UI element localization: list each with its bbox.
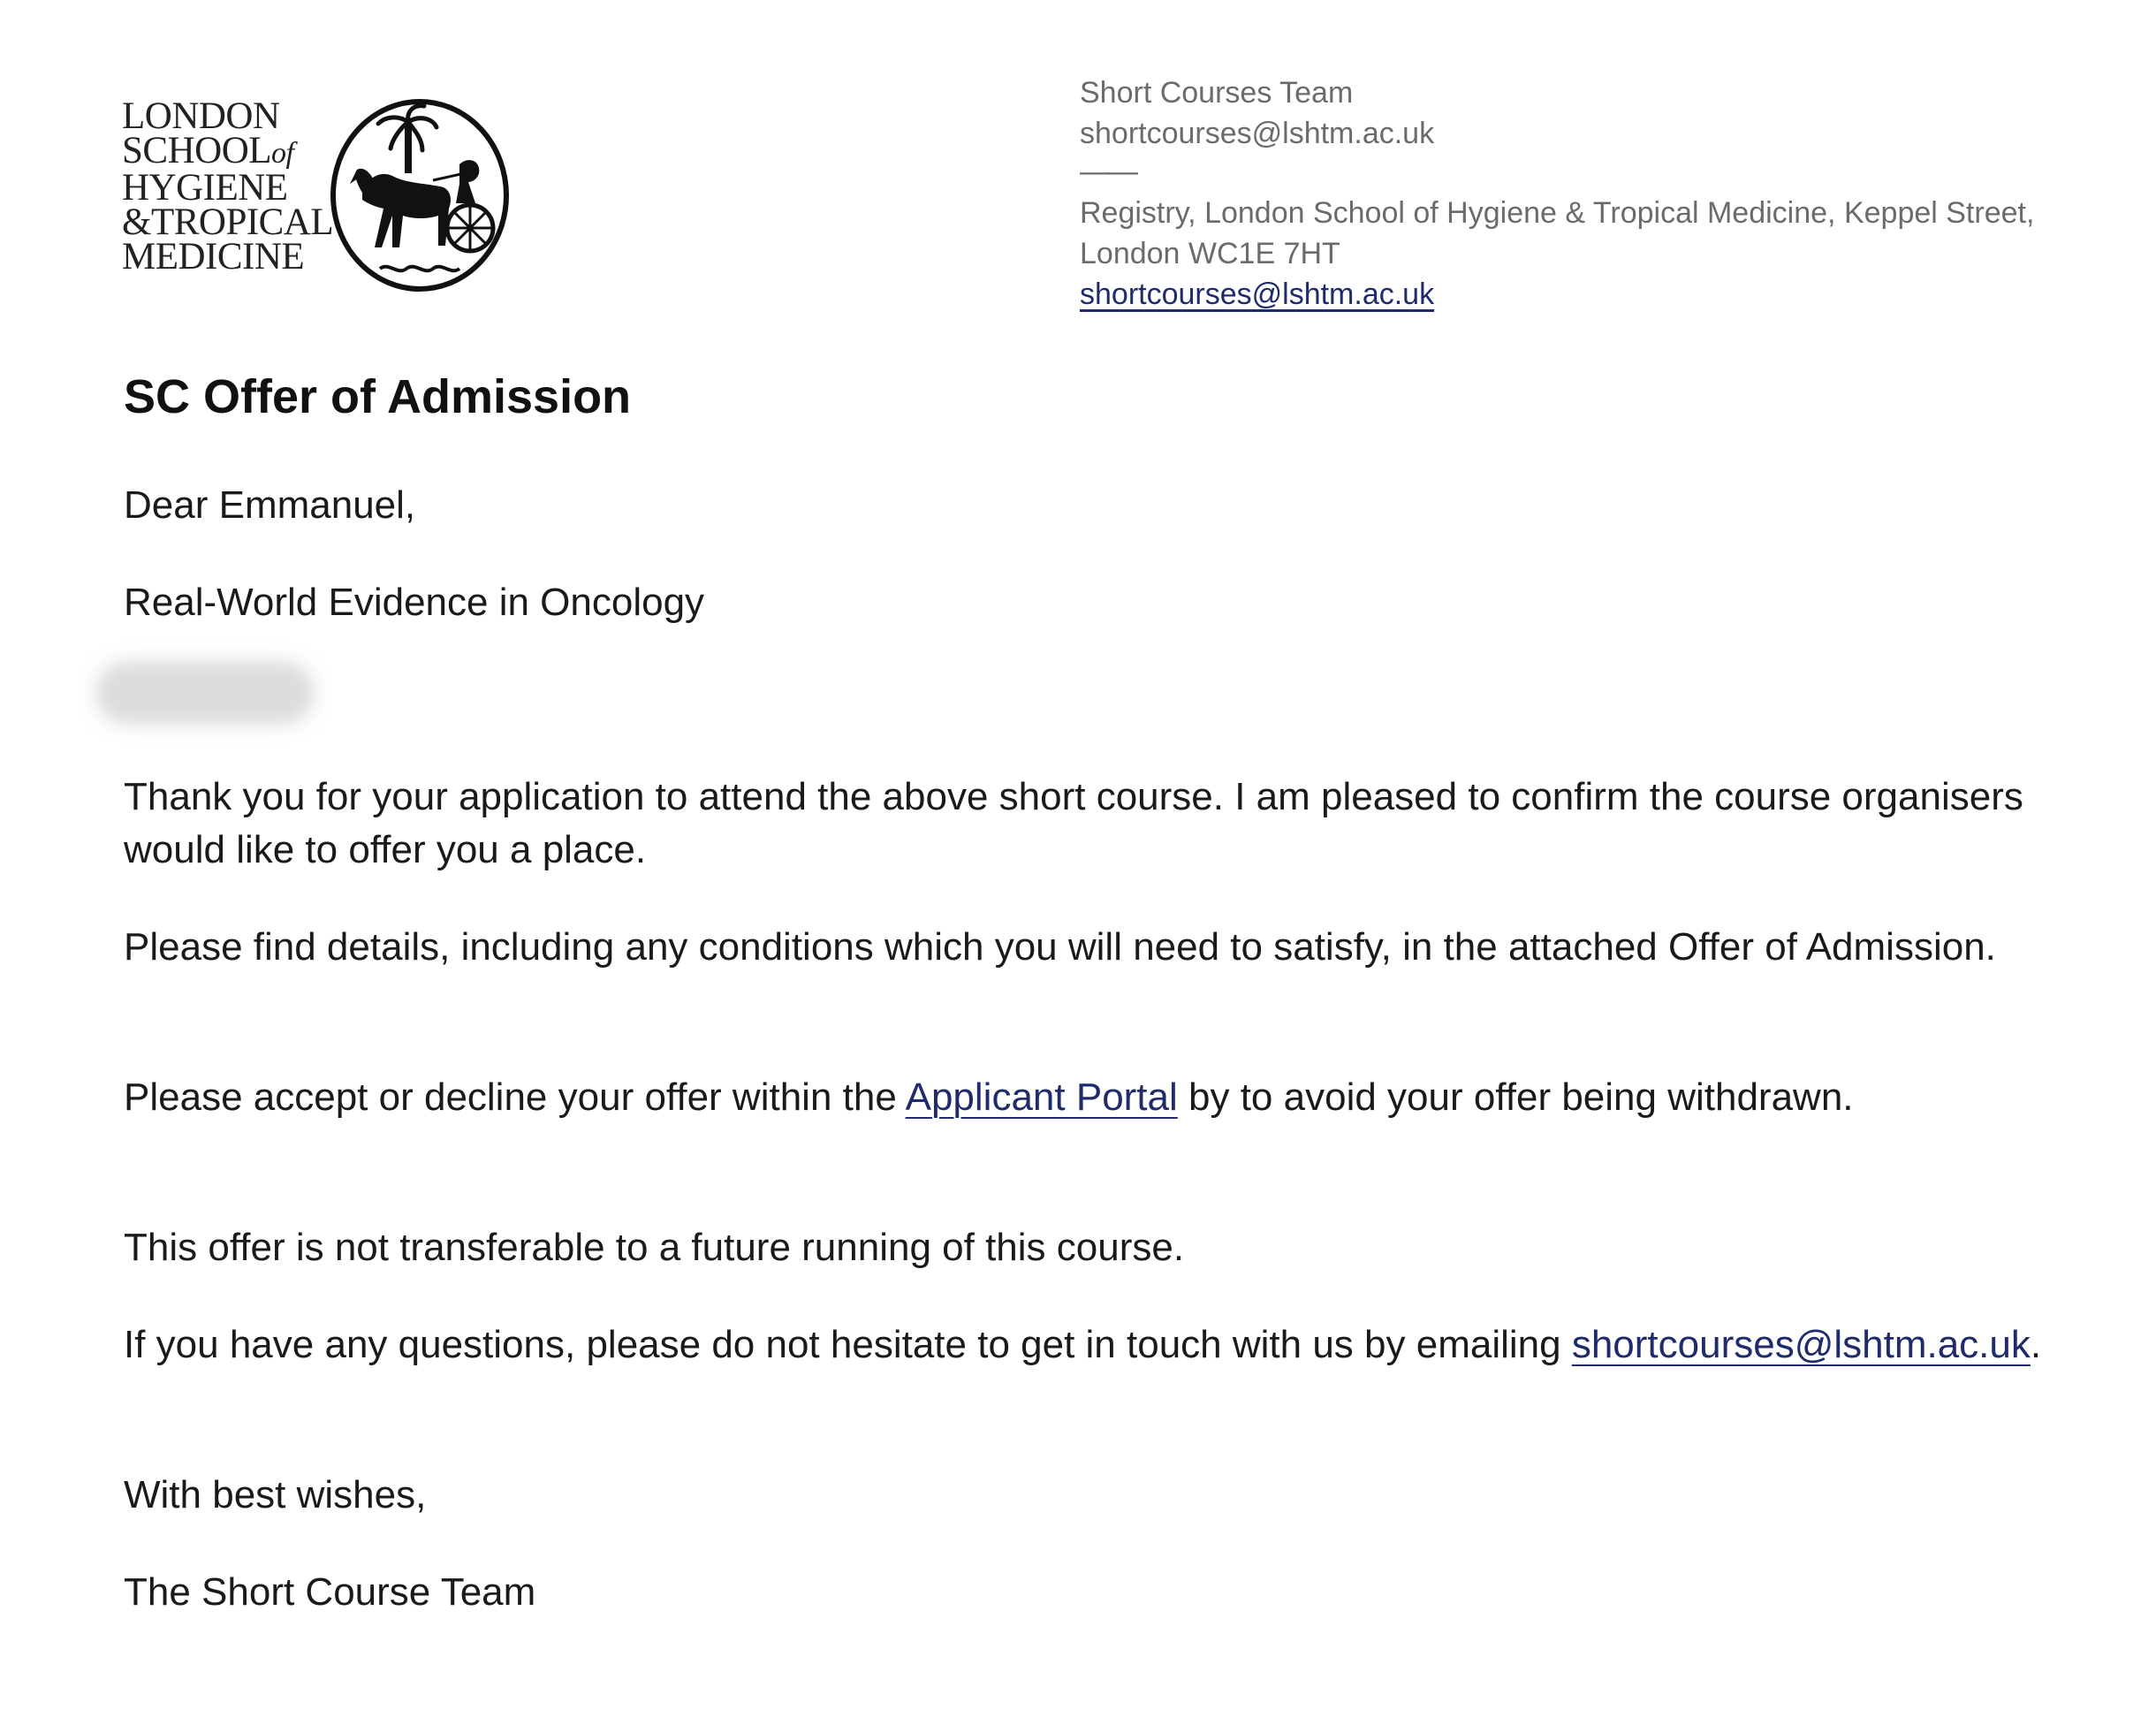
- contact-email-link[interactable]: shortcourses@lshtm.ac.uk: [1571, 1323, 2031, 1366]
- paragraph-questions: [124, 1318, 2068, 1372]
- paragraph-not-transferable: This offer is not transferable to a future running of this course.: [124, 1226, 1185, 1269]
- course-name: Real-World Evidence in Oncology: [124, 581, 705, 624]
- signature: The Short Course Team: [124, 1570, 536, 1614]
- sender-divider: ——: [1080, 155, 1136, 188]
- paragraph-questions-text: If you have any questions, please do not hesitate to get in touch with us by emailing: [124, 1323, 1572, 1366]
- paragraph-accept-decline: [124, 1071, 2068, 1124]
- logo-line-tropical: &TROPICAL: [122, 201, 334, 243]
- paragraph-accept-text-before: Please accept or decline your offer within the: [124, 1075, 906, 1119]
- applicant-portal-link[interactable]: Applicant Portal: [905, 1075, 1178, 1119]
- institution-logo: [122, 95, 511, 295]
- sender-name: Short Courses Team: [1080, 76, 1354, 110]
- logo-line-medicine: MEDICINE: [122, 236, 305, 277]
- crest-horse-chariot-icon: [327, 95, 512, 295]
- closing: With best wishes,: [124, 1473, 427, 1516]
- sender-details: [1080, 72, 2087, 315]
- logo-line-hygiene: HYGIENE: [122, 167, 288, 209]
- sender-address: Registry, London School of Hygiene & Tropical Medicine, Keppel Street, London WC1E 7HT: [1080, 196, 2035, 270]
- paragraph-questions-period: .: [2030, 1323, 2042, 1366]
- page-title: SC Offer of Admission: [124, 370, 632, 423]
- paragraph-conditions: Please find details, including any conditions which you will need to satisfy, in the attached Offer of Admission.: [124, 925, 1996, 969]
- paragraph-accept-text-after: by to avoid your offer being withdrawn.: [1177, 1075, 1854, 1119]
- redacted-text: [95, 661, 315, 725]
- greeting: Dear Emmanuel,: [124, 483, 416, 527]
- sender-email-link[interactable]: shortcourses@lshtm.ac.uk: [1080, 277, 1435, 311]
- logo-line-london: LONDON: [122, 95, 280, 137]
- logo-wordmark: [122, 95, 334, 277]
- logo-line-school: SCHOOLof: [122, 130, 294, 171]
- paragraph-confirmation: Thank you for your application to attend the above short course. I am pleased to confirm the course organisers would like to offer you a place.: [124, 775, 2023, 871]
- sender-email: shortcourses@lshtm.ac.uk: [1080, 117, 1435, 150]
